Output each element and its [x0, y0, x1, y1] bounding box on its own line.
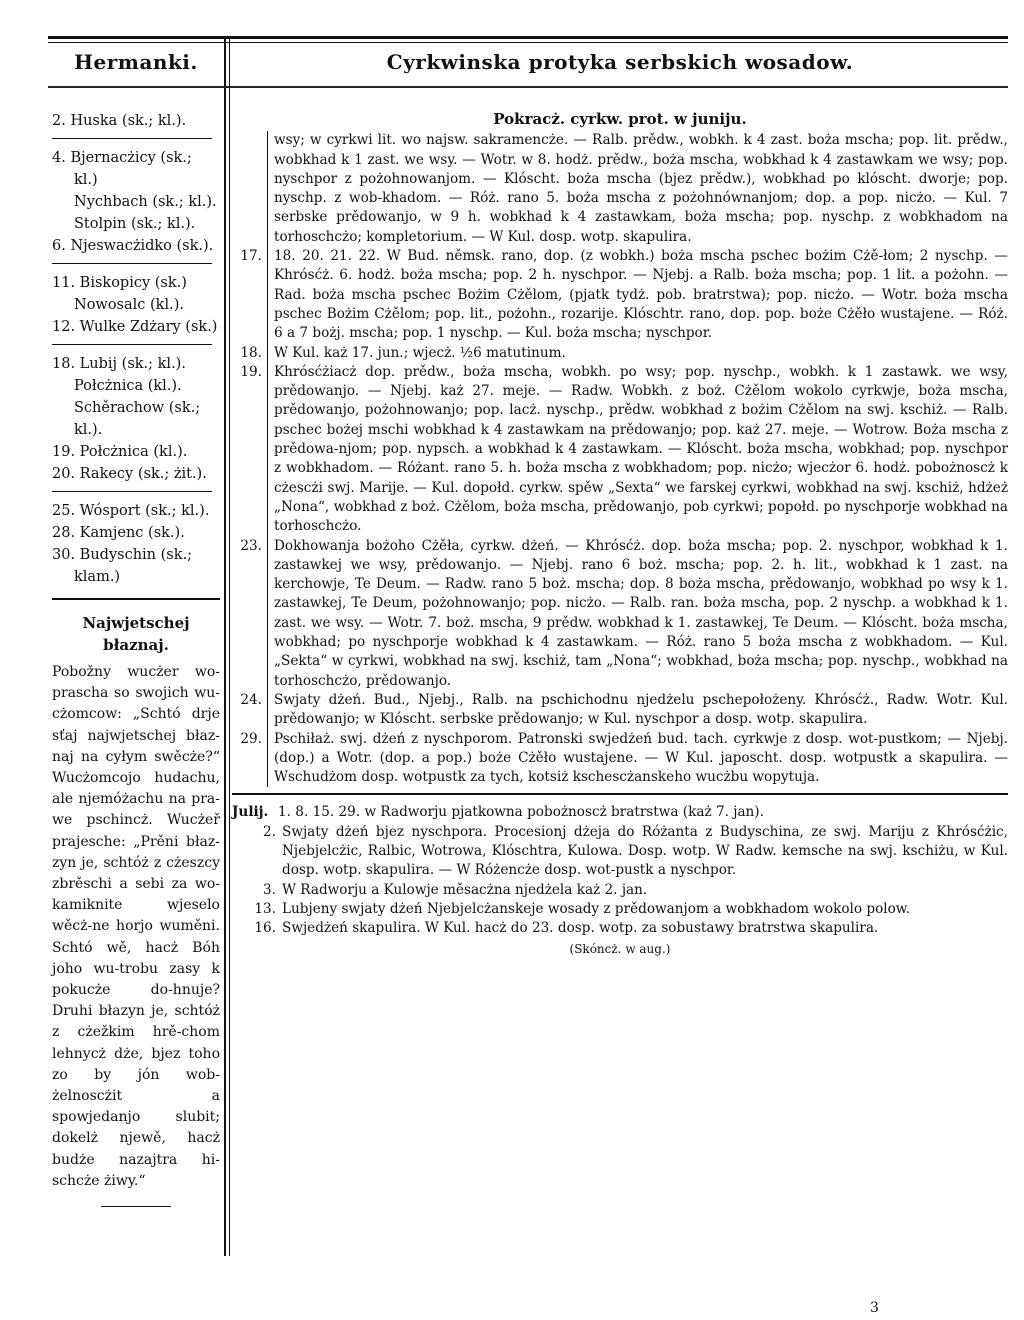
- left-item: 11. Biskopicy (sk.): [52, 275, 187, 291]
- month-intro: [232, 803, 1008, 822]
- left-group-4: [52, 353, 220, 485]
- left-group-3: [52, 272, 220, 338]
- continued-note: (Skóncż. w aug.): [569, 942, 671, 957]
- top-rule: [48, 36, 1008, 39]
- right-column: [232, 110, 1008, 960]
- calendar-entry: [232, 363, 1008, 537]
- entry-day: 17.: [232, 247, 268, 343]
- calendar-entry: [232, 344, 1008, 363]
- separator-thick: [52, 598, 220, 600]
- calendar-entry: [232, 691, 1008, 730]
- left-item: 25. Wósport (sk.; kl.).: [52, 503, 210, 519]
- entry-day: 13.: [254, 900, 276, 917]
- entry-day: [232, 131, 268, 247]
- entry-day: 19.: [232, 363, 268, 537]
- left-item: 28. Kamjenc (sk.).: [52, 525, 185, 541]
- left-item: Schěrachow (sk.;: [74, 400, 201, 416]
- left-item: 6. Njeswacżidko (sk.).: [52, 238, 214, 254]
- entry-day: 2.: [263, 823, 276, 840]
- calendar-entry: [232, 919, 1008, 938]
- left-item: klam.): [74, 569, 121, 585]
- left-item: 18. Lubij (sk.; kl.).: [52, 356, 186, 372]
- story-title: Najwjetschej błaznaj.: [82, 614, 190, 654]
- calendar-entry: [232, 537, 1008, 691]
- entry-text: W Radworju a Kulowje měsacżna njedżela każ 2. jan.: [282, 881, 648, 898]
- left-item: 12. Wulke Zdżary (sk.): [52, 319, 218, 335]
- left-column: [52, 110, 220, 1207]
- separator: [52, 263, 212, 264]
- calendar-entry: [232, 881, 1008, 900]
- entry-text: 18. 20. 21. 22. W Bud. němsk. rano, dop. (z wobkh.) boża mscha pschec bożim Cżě-łom; 2 nyschp. — Khrósćż. 6. hodż. boża mscha; pop. 2 h. nyschpor. — Njebj. a Ralb. boża mscha; pop. 1 lit. a pożohn. — Rad. boża mscha pschec Bożim Cżělom, (pjatk tydż. pob. bratrstwa); pop. nicżo. — Wotr. boża mscha pschec Bożim Cżělom; pop. lit., pożohn., rozarije. Klóschtr. rano, dop. pop. boże Cżěło wustajene. — Róż. 6 a 7 bożj. mscha; pop. 1 nyschp. — Kul. boża mscha; nyschpor.: [274, 248, 1008, 342]
- left-item: Połcżnica (kl.).: [74, 378, 182, 394]
- story-text: Pobožny wucżer wo-prascha so swojich wu-cżomcow: „Schtó drje sťaj najwjetschej błaz-naj na cyłym swěcże?“ Wucżomcojo hudachu, ale njemóżachu na pra-we pschincż. Wucżeř prajesche: „Prěni błaz-zyn je, schtóż z cżeszcy zbrěschi a sebi za wo-kamiknite wjeselo wěcż-ne horjo wuměni. Schtó wě, hacż Bóh joho wu-trobu zasy k pokucże do-hnuje? Druhi błazyn je, schtóż z cżežkim hrě-chom lehnycż dże, bjez toho zo by jón wob-żelnoscżit a spowjedanjo slubit; dokelż njewě, hacż budże nazajtra hi-schcże żiwy.“: [52, 664, 220, 1189]
- entry-day: 24.: [232, 691, 268, 730]
- entry-text: Swjedżeń skapulira. W Kul. hacż do 23. dosp. wotp. za sobustawy bratrstwa skapulira.: [282, 920, 879, 937]
- entry-text: Dokhowanja bożoho Cżěła, cyrkw. dżeń. — Khrósćż. dop. boża mscha; pop. 2. nyschpor, wobkhad k 1. zastawkej we wsy, prědowanjo. — Njebj. rano 6 boż. mscha; pop. 2. h. lit., wobkhad k 1 zast. na kerchowje, Te Deum. — Radw. rano 5 boż. mscha; dop. 8 boża mscha, prědowanjo, wobkhad po wsy k 1. zastawkej, Te Deum, pożohnowanjo; pop. nicżo. — Ralb. ran. boża mscha, pop. 2 nyschp. a wobkhad k 1. zast. we wsy. — Wotr. 7. boż. mscha, 9 prědw. wobkhad k 1. zastawkej, Te Deum. — Klóscht. boża mscha, wobkhad; po nyschporje wobkhad k 4 zastawkam. — Róż. rano 5 boża mscha z wobkhadom. — Kul. „Sekta“ w cyrkwi, wobkhad na swj. kschiż, tam „Nona“; wobkhad, boża mscha; pop. nyschp., wobkhad na torhoschcżo, prědowanjo.: [274, 537, 1008, 689]
- left-item: 20. Rakecy (sk.; żit.).: [52, 466, 207, 482]
- left-item: Nychbach (sk.; kl.).: [74, 194, 217, 210]
- column-divider-thin: [229, 36, 230, 1256]
- calendar-entry: [232, 823, 1008, 881]
- entry-text: W Kul. każ 17. jun.; wjecż. ½6 matutinum.: [274, 344, 566, 361]
- entry-text: Swjaty dżeń bjez nyschpora. Procesionj dżeja do Różanta z Budyschina, ze swj. Mariju z Khrósćżic, Njebjelcżic, Ralbic, Wotrowa, Klóschtra, Kulowa. Dosp. wotp. W Radw. kemsche na swj. kschiżu, w Kul. dosp. wotp. skapulira. — W Różencże dosp. wot-pustk a nyschpor.: [282, 823, 1008, 879]
- top-rule-thin: [48, 42, 1008, 43]
- column-divider: [224, 36, 226, 1256]
- left-item: 19. Połcżnica (kl.).: [52, 444, 188, 460]
- calendar-entry: [232, 247, 1008, 343]
- calendar-entry: [232, 131, 1008, 247]
- page-number: 3: [870, 1300, 879, 1316]
- entry-text: Swjaty dżeń. Bud., Njebj., Ralb. na pschichodnu njedżelu pschepołożeny. Khrósćż., Radw. Wotr. Kul. prědowanjo; w Klóscht. serbske prědowanjo; w Kul. nyschpor a dosp. wotp. skapulira.: [274, 691, 1008, 728]
- calendar-entry: [232, 900, 1008, 919]
- entry-text: Pschiłaż. swj. dżeń z nyschporom. Patronski swjedżeń bud. tach. cyrkwje z dosp. wot-pustkom; — Njebj. (dop.) a Wotr. (dop. a pop.) boże Cżěło wustajene. — W Kul. japoscht. dosp. wotpustk a skapulira. — Wschudżom dosp. wotpustk za tych, kotsiż kschescżanskeho wucżbu wopytuja.: [274, 730, 1008, 786]
- entry-day: 18.: [232, 344, 268, 363]
- left-item: kl.).: [74, 422, 103, 438]
- left-header-title: Hermanki.: [74, 50, 198, 74]
- separator: [52, 344, 212, 345]
- entry-text: Lubjeny swjaty dżeń Njebjelcżanskeje wosady z prědowanjom a wobkhadom wokolo polow.: [282, 900, 911, 917]
- left-item: Stolpin (sk.; kl.).: [74, 216, 196, 232]
- separator: [52, 138, 212, 139]
- entry-text: Khrósćżiacż dop. prědw., boża mscha, wobkh. po wsy; pop. nyschp., wobkh. k 1 zastawk. we wsy, prědowanjo. — Njebj. każ 27. meje. — Radw. Wobkh. z boż. Cżělom wokolo cyrkwje, boża mscha, prědowanjo, pożohnowanjo; pop. lacż. nyschp., prědw. wobkhad z bożim Cżělom na swj. kschiż. — Ralb. pschec bożej mschi wobkhad k 4 zastawkam na prědowanjo; pop. każ 27. meje. — Wotrow. Boża mscha z prědowa-njom; pop. nypsch. a wobkhad k 4 zastawkam. — Klóscht. boża mscha, wobkhad; pop. nyschpor z wobkhadom. — Różant. rano 5. h. boża mscha z wobkhadom; pop. nicżo; wjecżor 6. hodż. pobożnoscż k cżescżi swj. Marije. — Kul. dopołd. cyrkw. spěw „Sexta“ we farskej cyrkwi, wobkhad na swj. kschiż, hdżeż „Nona“, wobkhad z boż. Cżělom, boża mscha, prědowanjo, pob cyrkwi; popołd. po nyschporje wobkhad na torhoschcżo.: [274, 363, 1008, 535]
- left-group-2: [52, 147, 220, 257]
- left-item: Nowosalc (kl.).: [74, 297, 184, 313]
- left-item: 2. Huska (sk.; kl.).: [52, 113, 187, 129]
- left-item: 30. Budyschin (sk.;: [52, 547, 193, 563]
- entry-day: 3.: [263, 881, 276, 898]
- calendar-entry: [232, 730, 1008, 788]
- left-group-1: [52, 110, 220, 132]
- left-item: 4. Bjernacżicy (sk.;: [52, 150, 192, 166]
- story-end-rule: [101, 1206, 171, 1207]
- separator: [52, 491, 212, 492]
- header-rule: [48, 86, 1008, 88]
- month-intro-text: 1. 8. 15. 29. w Radworju pjatkowna pobożnoscż bratrstwa (każ 7. jan).: [278, 804, 764, 821]
- entry-day: 16.: [254, 920, 276, 937]
- left-group-5: [52, 500, 220, 588]
- right-header-title: Cyrkwinska protyka serbskich wosadow.: [386, 50, 854, 74]
- entry-day: 29.: [232, 730, 268, 788]
- left-item: kl.): [74, 172, 98, 188]
- entry-text: wsy; w cyrkwi lit. wo najsw. sakramencże. — Ralb. prědw., wobkh. k 4 zast. boża mscha; pop. lit. prědw., wobkhad k 1 zast. we wsy. — Wotr. w 8. hodż. prědw., boża mscha, wobkhad k 4 zastawkam we wsy; pop. nyschpor z pożohnowanjom. — Klóscht. boża mscha (bjez prědw.), wobkhad po klóscht. dworje; pop. nyschp. z wob-khadom. — Róż. rano 5. boża mscha z pożohnównanjom; dop. a pop. nicżo. — Kul. 7 serbske prědowanjo, w 9 h. wobkhad k 4 zastawkam, boża mscha; pop. nyschp. z wobkhadom na torhoschcżo; kompletorium. — W Kul. dosp. wotp. skapulira.: [274, 132, 1008, 245]
- month-label: Julij.: [232, 804, 269, 821]
- section-rule: [232, 793, 1008, 795]
- section-title: Pokracż. cyrkw. prot. w juniju.: [493, 110, 747, 128]
- entry-day: 23.: [232, 537, 268, 691]
